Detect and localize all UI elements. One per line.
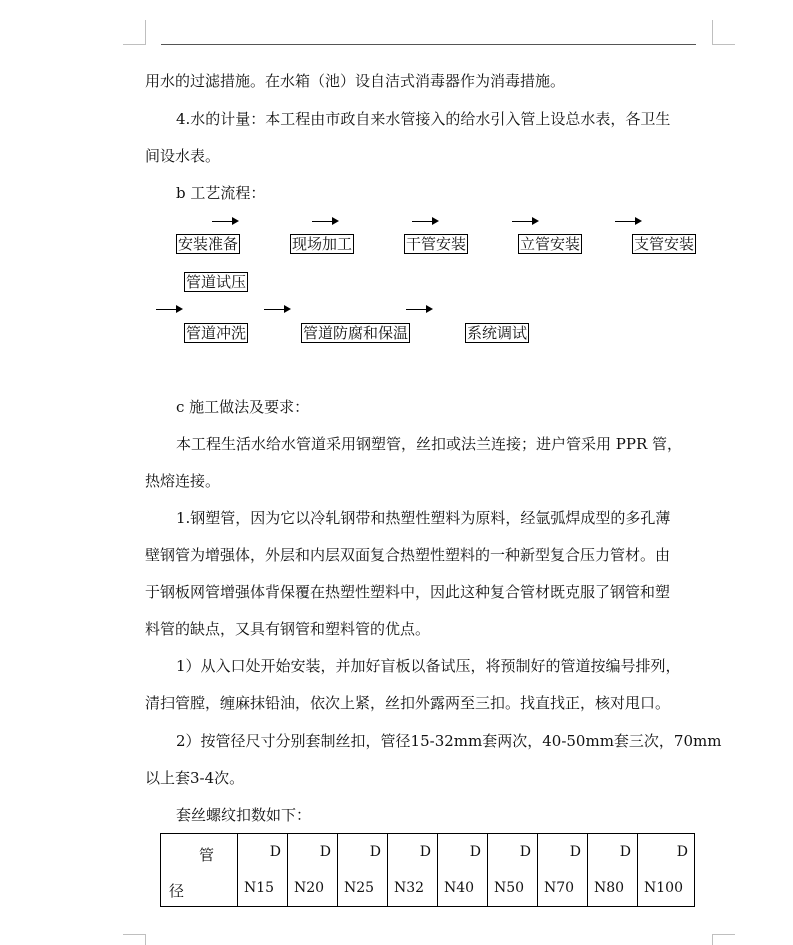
table-cell-top: D (519, 844, 531, 860)
paragraph-line: 4.水的计量：本工程由市政自来水管接入的给水引入管上设总水表，各卫生 (176, 110, 671, 128)
table-cell (588, 834, 638, 907)
table-cell-bottom: N20 (294, 880, 325, 896)
table-cell (238, 834, 288, 907)
paragraph-line: 套丝螺纹扣数如下： (176, 806, 312, 824)
table-cell (338, 834, 388, 907)
flow-arrow (212, 217, 238, 227)
table-cell-bottom: N25 (344, 880, 375, 896)
table-cell-top: D (319, 844, 331, 860)
flow-step-box: 立管安装 (520, 235, 581, 253)
paragraph-line: 2）按管径尺寸分别套制丝扣，管径15-32mm套两次，40-50mm套三次，70mm (176, 732, 722, 750)
margin-corner-top-left (123, 20, 146, 45)
paragraph-line: 热熔连接。 (145, 472, 221, 490)
table-cell-bottom: N80 (594, 880, 625, 896)
flow-step-box: 管道试压 (186, 273, 247, 291)
table-header-cell (161, 834, 238, 907)
header-rule (161, 44, 696, 45)
table-row (161, 834, 695, 907)
table-cell-top: D (619, 844, 631, 860)
paragraph-line: 1）从入口处开始安装，并加好盲板以备试压，将预制好的管道按编号排列， (176, 657, 681, 675)
table-cell-bottom: N32 (394, 880, 425, 896)
table-cell (488, 834, 538, 907)
table-cell-top: D (676, 844, 688, 860)
paragraph-line: 于钢板网管增强体背保覆在热塑性塑料中，因此这种复合管材既克服了钢管和塑 (145, 583, 671, 601)
paragraph-line: 清扫管膛，缠麻抹铅油，依次上紧，丝扣外露两至三扣。找直找正，核对甩口。 (145, 694, 671, 712)
thread-count-table (160, 833, 695, 907)
flow-step-box: 管道防腐和保温 (303, 324, 409, 342)
table-cell (638, 834, 695, 907)
table-cell-top: D (469, 844, 481, 860)
table-cell-bottom: N15 (244, 880, 275, 896)
table-cell-bottom: N100 (644, 880, 683, 896)
table-cell-top: D (369, 844, 381, 860)
flow-arrow (412, 217, 438, 227)
table-cell (438, 834, 488, 907)
flow-arrow (406, 305, 432, 315)
margin-corner-top-right (712, 20, 735, 45)
paragraph-line: 料管的缺点，又具有钢管和塑料管的优点。 (145, 620, 431, 638)
paragraph-line: 间设水表。 (145, 147, 221, 165)
paragraph-line: 壁钢管为增强体，外层和内层双面复合热塑性塑料的一种新型复合压力管材。由 (145, 546, 671, 564)
table-cell-bottom: N70 (544, 880, 575, 896)
flow-arrow (156, 305, 182, 315)
paragraph-line: b 工艺流程： (176, 184, 266, 202)
flow-step-box: 干管安装 (406, 235, 467, 253)
table-header-bottom: 径 (169, 882, 185, 900)
table-cell-top: D (419, 844, 431, 860)
table-cell-bottom: N50 (494, 880, 525, 896)
paragraph-line: 本工程生活水给水管道采用钢塑管，丝扣或法兰连接；进户管采用 PPR 管， (176, 435, 683, 453)
paragraph-line: 用水的过滤措施。在水箱（池）设自洁式消毒器作为消毒措施。 (145, 72, 566, 90)
flow-arrow (615, 217, 641, 227)
flow-step-box: 支管安装 (634, 235, 695, 253)
flow-arrow (264, 305, 290, 315)
table-cell-top: D (569, 844, 581, 860)
flow-step-box: 安装准备 (178, 235, 239, 253)
margin-corner-bottom-right (712, 934, 735, 945)
table-cell (538, 834, 588, 907)
flow-step-box: 系统调试 (467, 324, 528, 342)
flow-step-box: 现场加工 (292, 235, 353, 253)
flow-arrow (312, 217, 338, 227)
paragraph-line: 以上套3-4次。 (145, 769, 245, 787)
margin-corner-bottom-left (123, 934, 146, 945)
flow-arrow (512, 217, 538, 227)
table-cell (288, 834, 338, 907)
paragraph-line: c 施工做法及要求： (176, 398, 310, 416)
table-cell (388, 834, 438, 907)
table-cell-top: D (269, 844, 281, 860)
table-header-top: 管 (199, 846, 215, 864)
paragraph-line: 1.钢塑管，因为它以冷轧钢带和热塑性塑料为原料，经氩弧焊成型的多孔薄 (176, 509, 671, 527)
table-cell-bottom: N40 (444, 880, 475, 896)
flow-step-box: 管道冲洗 (186, 324, 247, 342)
